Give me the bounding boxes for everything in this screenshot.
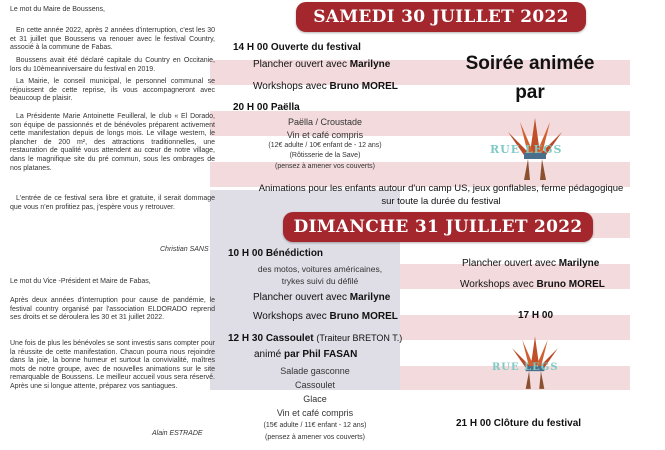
plancher-label: Plancher ouvert avec (253, 292, 347, 303)
menu-item: Salade gasconne (280, 366, 350, 376)
headdress-logo-icon (504, 328, 566, 394)
saturday-price: (12€ adulte / 10€ enfant de - 12 ans) (268, 142, 382, 149)
paragraph-text: La Mairie, le conseil municipal, le personnel communal se réjouissent de cette reprise, ils vous accompagneront avec beaucoup de plaisir. (10, 78, 215, 103)
message-paragraph (10, 113, 215, 173)
event-time: 20 H 00 (233, 102, 269, 113)
saturday-plancher (253, 59, 390, 70)
saturday-opening (233, 42, 361, 53)
paragraph-text: En cette année 2022, après 2 années d'interruption, c'est les 30 et 31 juillet que Boussens va renouer avec le festival Country, associé à la commune de Fabas. (10, 27, 215, 52)
paragraph-text: Une fois de plus les bénévoles se sont investis sans compter pour la réussite de cette manifestation. Chacun pourra nous rejoindre dans la joie, la bonne humeur et surtout la convivialité, maîtres mots de notre groupe, avec de nouvelles animations sur le site remarquable de Boussens. Le meilleur accueil vous sera réservé. Après une si longue attente, préparez vos santiagues. (10, 340, 215, 390)
saturday-couverts: (pensez à amener vos couverts) (275, 163, 375, 170)
sunday-right-workshops (460, 279, 605, 290)
event-title: Cassoulet (265, 333, 314, 344)
traiteur-label: (Traiteur BRETON T.) (316, 333, 403, 343)
soiree-par: par (515, 82, 545, 103)
event-time: 12 H 30 (228, 333, 264, 344)
menu-item: Glace (303, 394, 327, 404)
plancher-label: Plancher ouvert avec (253, 59, 347, 70)
rue-legs-logo-text: RUE LEGS (490, 143, 563, 156)
menu-item: Cassoulet (294, 380, 336, 390)
message-heading: Le mot du Vice -Président et Maire de Fabas, (10, 278, 151, 285)
sunday-vin: Vin et café compris (276, 408, 354, 418)
message-heading: Le mot du Maire de Boussens, (10, 6, 105, 13)
message-paragraph (10, 195, 215, 212)
workshops-name: Bruno MOREL (329, 311, 398, 322)
workshops-label: Workshops avec (253, 81, 327, 92)
signature-alain-estrade: Alain ESTRADE (152, 430, 203, 437)
paragraph-text: Boussens avait été déclaré capitale du Country en Occitanie, lors du 10èmeanniversaire du festival en 2019. (10, 57, 215, 73)
sunday-cassoulet (228, 333, 402, 344)
mayor-boussens-message (10, 6, 215, 15)
workshops-name: Bruno MOREL (329, 81, 398, 92)
sunday-workshops (253, 311, 398, 322)
sunday-17h (518, 310, 553, 321)
sunday-right-plancher (462, 258, 599, 269)
event-time: 14 H 00 (233, 42, 269, 53)
plancher-label: Plancher ouvert avec (462, 258, 556, 269)
saturday-paella-sub: Paëlla / Croustade (287, 117, 363, 127)
sunday-banner: DIMANCHE 31 JUILLET 2022 (283, 212, 593, 242)
plancher-name: Marilyne (349, 292, 391, 303)
saturday-rotisserie: (Rôtisserie de la Save) (289, 152, 361, 159)
animations-line1: Animations pour les enfants autour d'un camp US, jeux gonflables, ferme pédagogique (258, 183, 624, 194)
paragraph-text: Après deux années d'interruption pour cause de pandémie, le festival country organisé par l'association ELDORADO reprend ses droits et se déroulera les 30 et 31 juillet 2022. (10, 297, 215, 322)
sunday-price: (15€ adulte / 11€ enfant - 12 ans) (263, 422, 367, 429)
workshops-label: Workshops avec (460, 279, 534, 290)
animations-line2: sur toute la durée du festival (381, 196, 501, 207)
sunday-anime (254, 349, 357, 360)
sunday-benediction (228, 248, 323, 259)
message-paragraph (10, 297, 215, 323)
rue-legs-logo-text: RUE LEGS (492, 362, 559, 373)
message-paragraph (10, 78, 215, 104)
closing-event: 21 H 00 Clôture du festival (456, 418, 582, 429)
vice-president-message (10, 278, 215, 287)
anime-name: par Phil FASAN (284, 349, 358, 360)
saturday-workshops (253, 81, 398, 92)
saturday-banner: SAMEDI 30 JUILLET 2022 (296, 2, 586, 32)
paragraph-text: La Présidente Marie Antoinette Feuilleral, le club « El Dorado, son équipe de passionnés et de bénévoles préparent activement cette manifestation depuis de longs mois. Le village western, le plancher de 200 m², des attractions traditionnelles, une restauration de qualité vous attendent au cœur de notre village, dans le magnifique site du pré commun, sous les ombrages de nos platanes. (10, 113, 215, 172)
workshops-label: Workshops avec (253, 311, 327, 322)
saturday-paella (233, 102, 300, 113)
sunday-couverts: (pensez à amener vos couverts) (265, 434, 365, 441)
benediction-sub1: des motos, voitures américaines, (257, 264, 383, 274)
event-time: 10 H 00 (228, 248, 264, 259)
event-title: Paëlla (270, 102, 300, 113)
plancher-name: Marilyne (558, 258, 600, 269)
message-paragraph (10, 27, 215, 53)
workshops-name: Bruno MOREL (536, 279, 605, 290)
event-title: Ouverte du festival (270, 42, 361, 53)
soiree-title: Soirée animée (465, 53, 595, 74)
saturday-vin: Vin et café compris (286, 130, 364, 140)
sunday-plancher (253, 292, 390, 303)
anime-label: animé (254, 349, 282, 360)
message-paragraph (10, 57, 215, 74)
paragraph-text: L'entrée de ce festival sera libre et gratuite, il serait dommage que vous n'en profitiez pas, j'espère vous y retrouver. (10, 195, 215, 211)
signature-christian-sans: Christian SANS (160, 246, 209, 253)
event-time: 17 H 00 (518, 310, 554, 321)
message-paragraph (10, 340, 215, 392)
event-title: Bénédiction (265, 248, 324, 259)
benediction-sub2: trykes suivi du défilé (281, 276, 359, 286)
plancher-name: Marilyne (349, 59, 391, 70)
